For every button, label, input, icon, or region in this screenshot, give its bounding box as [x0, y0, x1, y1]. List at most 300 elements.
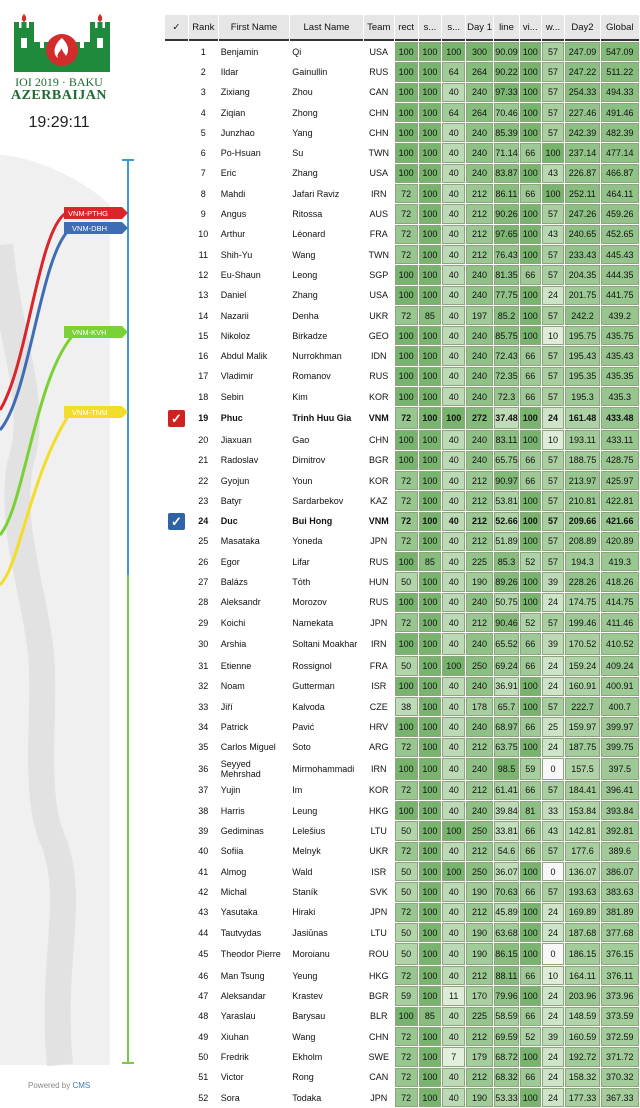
- row-checkbox[interactable]: [165, 123, 188, 142]
- first-name-cell: Yaraslau: [220, 1011, 256, 1022]
- col-walk[interactable]: w...: [542, 15, 565, 41]
- score-cell: 212: [466, 1027, 493, 1046]
- table-row[interactable]: [165, 552, 639, 571]
- team-cell: SGP: [369, 269, 389, 280]
- score-cell: 72: [395, 306, 418, 325]
- row-checkbox[interactable]: [165, 1027, 188, 1046]
- row-checkbox[interactable]: [165, 677, 188, 696]
- score-cell: 65.7: [494, 697, 519, 716]
- score-cell: 100: [395, 801, 418, 820]
- row-checkbox[interactable]: [165, 62, 188, 81]
- row-checkbox[interactable]: [165, 471, 188, 490]
- table-row[interactable]: [165, 326, 639, 345]
- table-row[interactable]: [165, 245, 639, 264]
- logo-line1: IOI 2019 · BAKU: [15, 75, 103, 89]
- first-name-cell: Shih-Yu: [220, 249, 253, 260]
- global-score-cell: 411.46: [601, 613, 639, 632]
- score-cell: 100: [520, 593, 541, 612]
- last-name-cell: Krastev: [292, 991, 323, 1002]
- rank-cell: 20: [198, 434, 209, 445]
- table-row[interactable]: [165, 103, 639, 122]
- score-cell: 170.52: [565, 633, 599, 655]
- rank-cell: 32: [198, 681, 209, 692]
- row-checkbox[interactable]: [165, 346, 188, 365]
- row-checkbox[interactable]: [165, 697, 188, 716]
- score-cell: 100: [520, 903, 541, 922]
- cms-link[interactable]: CMS: [72, 1081, 91, 1090]
- row-checkbox[interactable]: [165, 943, 188, 965]
- score-cell: 212: [466, 613, 493, 632]
- global-score-cell: 396.41: [601, 781, 639, 800]
- row-checkbox[interactable]: [165, 164, 188, 183]
- col-task3[interactable]: s...: [442, 15, 465, 41]
- row-checkbox[interactable]: [165, 738, 188, 757]
- table-row[interactable]: [165, 758, 639, 780]
- score-cell: 212: [466, 738, 493, 757]
- col-team[interactable]: Team: [364, 15, 394, 41]
- score-cell: 72: [395, 781, 418, 800]
- blue-check-icon[interactable]: ✓: [168, 513, 185, 530]
- global-score-cell: 399.97: [601, 717, 639, 736]
- rank-cell: 2: [200, 66, 206, 77]
- table-row[interactable]: [165, 532, 639, 551]
- team-cell: HKG: [368, 805, 389, 816]
- table-row[interactable]: [165, 1068, 639, 1087]
- score-cell: 225: [466, 552, 493, 571]
- score-cell: 71.14: [494, 143, 519, 162]
- score-cell: 53.33: [494, 1088, 519, 1107]
- first-name-cell: Gyojun: [220, 475, 250, 486]
- score-cell: 100: [442, 862, 465, 881]
- score-cell: 72: [395, 1068, 418, 1087]
- row-checkbox[interactable]: [165, 781, 188, 800]
- table-row[interactable]: [165, 143, 639, 162]
- score-cell: 40: [442, 781, 465, 800]
- table-row[interactable]: [165, 677, 639, 696]
- score-cell: 39: [542, 1027, 565, 1046]
- score-cell: 24: [542, 738, 565, 757]
- score-cell: 40: [442, 225, 465, 244]
- row-checkbox[interactable]: [165, 83, 188, 102]
- row-checkbox[interactable]: [165, 862, 188, 881]
- score-cell: 195.35: [565, 367, 599, 386]
- score-cell: 72: [395, 184, 418, 203]
- row-checkbox[interactable]: [165, 966, 188, 985]
- score-cell: 40: [442, 265, 465, 284]
- rank-cell: 15: [198, 330, 209, 341]
- row-checkbox[interactable]: [165, 286, 188, 305]
- score-cell: 40: [442, 387, 465, 406]
- table-row[interactable]: [165, 471, 639, 490]
- score-cell: 100: [419, 738, 442, 757]
- team-cell: CAN: [369, 87, 389, 98]
- table-row[interactable]: [165, 184, 639, 203]
- table-row[interactable]: [165, 286, 639, 305]
- score-cell: 72: [395, 1027, 418, 1046]
- table-row[interactable]: [165, 367, 639, 386]
- row-checkbox[interactable]: [165, 225, 188, 244]
- score-cell: 24: [542, 923, 565, 942]
- rank-cell: 3: [200, 87, 206, 98]
- row-checkbox[interactable]: [165, 882, 188, 901]
- global-score-cell: 400.7: [601, 697, 639, 716]
- table-row[interactable]: [165, 923, 639, 942]
- score-cell: 100: [419, 842, 442, 861]
- rank-cell: 14: [198, 310, 209, 321]
- row-checkbox[interactable]: [165, 1007, 188, 1026]
- row-checkbox[interactable]: [165, 430, 188, 449]
- tag-vnm-tnm: [64, 406, 128, 418]
- table-row[interactable]: [165, 225, 639, 244]
- score-cell: 40: [442, 184, 465, 203]
- score-cell: 212: [466, 1068, 493, 1087]
- table-row[interactable]: [165, 1027, 639, 1046]
- score-cell: 252.11: [565, 184, 599, 203]
- score-cell: 148.59: [565, 1007, 599, 1026]
- score-cell: 100: [442, 407, 465, 429]
- table-row[interactable]: [165, 42, 639, 61]
- global-score-cell: 441.75: [601, 286, 639, 305]
- score-cell: 100: [520, 407, 541, 429]
- last-name-cell: Gutterman: [292, 681, 335, 692]
- global-score-cell: 459.26: [601, 204, 639, 223]
- score-cell: 40: [442, 471, 465, 490]
- global-score-cell: 425.97: [601, 471, 639, 490]
- table-row[interactable]: [165, 387, 639, 406]
- table-row[interactable]: [165, 451, 639, 470]
- table-row[interactable]: [165, 882, 639, 901]
- col-line[interactable]: line: [494, 15, 519, 41]
- table-row[interactable]: [165, 943, 639, 965]
- global-score-cell: 435.43: [601, 346, 639, 365]
- table-row[interactable]: [165, 717, 639, 736]
- team-cell: JPN: [370, 907, 388, 918]
- table-row[interactable]: [165, 572, 639, 591]
- score-cell: 40: [442, 532, 465, 551]
- row-checkbox[interactable]: [165, 306, 188, 325]
- score-cell: 250: [466, 862, 493, 881]
- table-row[interactable]: [165, 265, 639, 284]
- team-cell: UKR: [369, 310, 389, 321]
- table-row[interactable]: [165, 491, 639, 510]
- score-cell: 50.75: [494, 593, 519, 612]
- score-cell: 10: [542, 326, 565, 345]
- score-cell: 240: [466, 367, 493, 386]
- score-cell: 159.97: [565, 717, 599, 736]
- col-rank[interactable]: Rank: [189, 15, 218, 41]
- row-checkbox[interactable]: [165, 103, 188, 122]
- score-cell: 40: [442, 966, 465, 985]
- score-cell: 100: [419, 62, 442, 81]
- rank-cell: 37: [198, 785, 209, 796]
- score-cell: 57: [542, 552, 565, 571]
- score-cell: 100: [419, 204, 442, 223]
- score-cell: 40: [442, 943, 465, 965]
- score-cell: 40: [442, 491, 465, 510]
- table-row[interactable]: [165, 512, 639, 531]
- score-cell: 72: [395, 966, 418, 985]
- row-checkbox[interactable]: [165, 204, 188, 223]
- row-checkbox[interactable]: [165, 532, 188, 551]
- first-name-cell: Ildar: [220, 66, 239, 77]
- select-all-check[interactable]: ✓: [165, 15, 188, 41]
- global-score-cell: 435.3: [601, 387, 639, 406]
- team-cell: HUN: [369, 577, 389, 588]
- score-cell: 242.39: [565, 123, 599, 142]
- table-row[interactable]: [165, 656, 639, 675]
- table-row[interactable]: [165, 430, 639, 449]
- score-cell: 100: [520, 164, 541, 183]
- score-cell: 197: [466, 306, 493, 325]
- col-day2[interactable]: Day2: [565, 15, 599, 41]
- score-cell: 50: [395, 656, 418, 675]
- first-name-cell: Almog: [220, 866, 247, 877]
- row-checkbox[interactable]: [165, 1068, 188, 1087]
- team-cell: HRV: [369, 721, 389, 732]
- table-row[interactable]: [165, 164, 639, 183]
- row-checkbox[interactable]: [165, 42, 188, 61]
- score-cell: 100: [419, 572, 442, 591]
- score-cell: 100: [419, 123, 442, 142]
- col-rect[interactable]: rect: [395, 15, 418, 41]
- score-cell: 66: [520, 451, 541, 470]
- row-checkbox[interactable]: [165, 801, 188, 820]
- table-row[interactable]: [165, 204, 639, 223]
- last-name-cell: Tóth: [292, 577, 311, 588]
- team-cell: BLR: [369, 1011, 388, 1022]
- score-cell: 52: [520, 1027, 541, 1046]
- score-cell: 193.11: [565, 430, 599, 449]
- row-checkbox[interactable]: [165, 758, 188, 780]
- global-score-cell: 482.39: [601, 123, 639, 142]
- score-cell: 40: [442, 164, 465, 183]
- table-row[interactable]: [165, 1007, 639, 1026]
- contest-clock: 19:29:11: [28, 114, 90, 131]
- row-checkbox[interactable]: [165, 717, 188, 736]
- score-cell: 240: [466, 758, 493, 780]
- table-row[interactable]: [165, 1047, 639, 1066]
- score-cell: 57: [542, 842, 565, 861]
- score-cell: 177.33: [565, 1088, 599, 1107]
- row-checkbox[interactable]: [165, 842, 188, 861]
- row-checkbox[interactable]: [165, 903, 188, 922]
- score-cell: 100: [419, 1027, 442, 1046]
- score-cell: 212: [466, 966, 493, 985]
- score-cell: 50: [395, 821, 418, 840]
- score-cell: 233.43: [565, 245, 599, 264]
- global-score-cell: 547.09: [601, 42, 639, 61]
- table-row[interactable]: [165, 821, 639, 840]
- row-checkbox[interactable]: [165, 821, 188, 840]
- row-checkbox[interactable]: [165, 633, 188, 655]
- team-cell: BGR: [368, 991, 389, 1002]
- score-cell: 40: [442, 83, 465, 102]
- first-name-cell: Egor: [220, 556, 240, 567]
- row-checkbox[interactable]: [165, 923, 188, 942]
- table-row[interactable]: [165, 781, 639, 800]
- first-name-cell: Batyr: [220, 495, 242, 506]
- col-first-name[interactable]: First Name: [219, 15, 289, 41]
- table-row[interactable]: [165, 801, 639, 820]
- table-row[interactable]: [165, 862, 639, 881]
- table-row[interactable]: [165, 966, 639, 985]
- row-checkbox[interactable]: [165, 407, 188, 429]
- table-row[interactable]: [165, 738, 639, 757]
- score-cell: 100: [442, 821, 465, 840]
- first-name-cell: Arshia: [220, 639, 247, 650]
- score-cell: 72: [395, 204, 418, 223]
- global-score-cell: 445.43: [601, 245, 639, 264]
- score-cell: 100: [419, 286, 442, 305]
- row-checkbox[interactable]: [165, 1047, 188, 1066]
- score-cell: 100: [520, 306, 541, 325]
- table-row[interactable]: [165, 903, 639, 922]
- score-cell: 36.07: [494, 862, 519, 881]
- score-cell: 81.35: [494, 265, 519, 284]
- score-cell: 179: [466, 1047, 493, 1066]
- score-cell: 100: [520, 204, 541, 223]
- row-checkbox[interactable]: [165, 451, 188, 470]
- score-cell: 68.32: [494, 1068, 519, 1087]
- score-cell: 40: [442, 1068, 465, 1087]
- row-checkbox[interactable]: [165, 387, 188, 406]
- last-name-cell: Todaka: [292, 1092, 322, 1103]
- last-name-cell: Ritossa: [292, 209, 323, 220]
- team-cell: GEO: [368, 330, 389, 341]
- score-cell: 186.15: [565, 943, 599, 965]
- score-cell: 70.46: [494, 103, 519, 122]
- rank-cell: 43: [198, 907, 209, 918]
- last-name-cell: Gainullin: [292, 66, 328, 77]
- score-cell: 240: [466, 717, 493, 736]
- row-checkbox[interactable]: [165, 326, 188, 345]
- last-name-cell: Youn: [292, 475, 313, 486]
- first-name-cell: Po-Hsuan: [220, 148, 261, 159]
- team-cell: KAZ: [369, 495, 388, 506]
- row-checkbox[interactable]: [165, 593, 188, 612]
- score-cell: 36.91: [494, 677, 519, 696]
- last-name-cell: Kim: [292, 391, 308, 402]
- col-task2[interactable]: s...: [419, 15, 442, 41]
- last-name-cell: Jasiūnas: [292, 927, 328, 938]
- row-checkbox[interactable]: [165, 656, 188, 675]
- rank-cell: 50: [198, 1052, 209, 1062]
- global-score-cell: 392.81: [601, 821, 639, 840]
- row-checkbox[interactable]: [165, 265, 188, 284]
- score-cell: 90.22: [494, 62, 519, 81]
- score-cell: 45.89: [494, 903, 519, 922]
- first-name-cell: Ziqian: [220, 107, 246, 118]
- global-score-cell: 376.15: [601, 943, 639, 965]
- global-score-cell: 477.14: [601, 143, 639, 162]
- global-score-cell: 397.5: [601, 758, 639, 780]
- global-score-cell: 466.87: [601, 164, 639, 183]
- row-checkbox[interactable]: [165, 245, 188, 264]
- col-last-name[interactable]: Last Name: [290, 15, 363, 41]
- score-cell: 100: [442, 656, 465, 675]
- score-cell: 100: [419, 801, 442, 820]
- row-checkbox[interactable]: [165, 491, 188, 510]
- table-row[interactable]: [165, 842, 639, 861]
- score-cell: 66: [520, 143, 541, 162]
- table-row[interactable]: [165, 986, 639, 1005]
- table-row[interactable]: [165, 613, 639, 632]
- table-row[interactable]: [165, 346, 639, 365]
- last-name-cell: Trinh Huu Gia: [292, 413, 352, 424]
- table-row[interactable]: [165, 1088, 639, 1107]
- last-name-cell: Sardarbekov: [292, 495, 344, 506]
- team-cell: RUS: [369, 66, 389, 77]
- row-checkbox[interactable]: [165, 512, 188, 531]
- global-score-cell: 376.11: [601, 966, 639, 985]
- table-row[interactable]: [165, 123, 639, 142]
- table-row[interactable]: [165, 593, 639, 612]
- row-checkbox[interactable]: [165, 552, 188, 571]
- score-cell: 7: [442, 1047, 465, 1066]
- row-checkbox[interactable]: [165, 613, 188, 632]
- score-cell: 188.75: [565, 451, 599, 470]
- score-cell: 63.68: [494, 923, 519, 942]
- score-cell: 100: [419, 451, 442, 470]
- last-name-cell: Barysau: [292, 1011, 326, 1022]
- col-vision[interactable]: vi...: [520, 15, 541, 41]
- row-checkbox[interactable]: [165, 367, 188, 386]
- first-name-cell: Harris: [220, 805, 245, 816]
- score-cell: 190: [466, 923, 493, 942]
- col-day1[interactable]: Day 1: [466, 15, 493, 41]
- first-name-cell: Sebin: [220, 391, 244, 402]
- rank-cell: 26: [198, 556, 209, 567]
- row-checkbox[interactable]: [165, 986, 188, 1005]
- score-cell: 100: [520, 1088, 541, 1107]
- score-cell: 208.89: [565, 532, 599, 551]
- rank-cell: 1: [200, 46, 206, 57]
- first-name-cell: Koichi: [220, 617, 246, 628]
- score-cell: 25: [542, 717, 565, 736]
- score-cell: 240: [466, 677, 493, 696]
- table-row[interactable]: [165, 83, 639, 102]
- score-cell: 51.89: [494, 532, 519, 551]
- row-checkbox[interactable]: [165, 1088, 188, 1107]
- score-cell: 240: [466, 123, 493, 142]
- rank-cell: 40: [198, 846, 209, 857]
- col-global[interactable]: Global: [601, 15, 639, 41]
- score-cell: 38: [395, 697, 418, 716]
- team-cell: IRN: [371, 188, 387, 199]
- table-row[interactable]: [165, 633, 639, 655]
- score-cell: 100: [419, 1088, 442, 1107]
- first-name-cell: Fredrik: [220, 1052, 249, 1062]
- red-check-icon[interactable]: ✓: [168, 410, 185, 427]
- score-cell: 178: [466, 697, 493, 716]
- table-row[interactable]: [165, 306, 639, 325]
- table-row[interactable]: [165, 62, 639, 81]
- rank-cell: 44: [198, 927, 209, 938]
- last-name-cell: Namekata: [292, 617, 334, 628]
- score-cell: 54.6: [494, 842, 519, 861]
- table-row[interactable]: [165, 407, 639, 429]
- row-checkbox[interactable]: [165, 572, 188, 591]
- rank-cell: 21: [198, 455, 209, 466]
- row-checkbox[interactable]: [165, 184, 188, 203]
- rank-cell: 6: [200, 148, 206, 159]
- score-cell: 100: [395, 83, 418, 102]
- score-cell: 57: [542, 42, 565, 61]
- rank-cell: 47: [198, 991, 209, 1002]
- last-name-cell: Ekholm: [292, 1052, 323, 1062]
- row-checkbox[interactable]: [165, 143, 188, 162]
- table-row[interactable]: [165, 697, 639, 716]
